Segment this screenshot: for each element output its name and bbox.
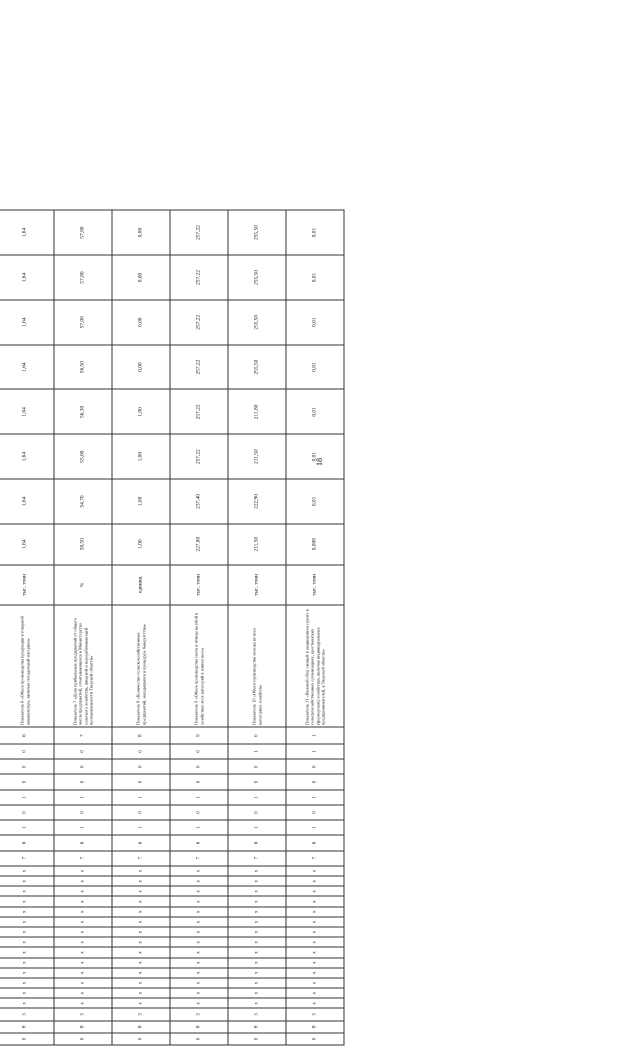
code-digit-cell: x	[286, 927, 344, 937]
fact-value-cell: 58,50	[54, 524, 112, 565]
code-digit-cell: 1	[54, 820, 112, 835]
code-digit-cell: 0	[286, 759, 344, 774]
code-digit-cell: x	[228, 886, 286, 896]
year-value-cell: 257,22	[170, 390, 228, 435]
year-value-cell: 257,22	[170, 434, 228, 479]
code-digit-cell: 6	[54, 835, 112, 850]
code-digit-cell: 1	[286, 727, 344, 743]
year-value-cell: 257,22	[170, 255, 228, 300]
code-digit-cell: x	[112, 978, 170, 988]
code-digit-cell: 7	[112, 851, 170, 866]
code-digit-cell: x	[170, 998, 228, 1008]
page-number: 18	[315, 458, 324, 466]
code-digit-cell: x	[54, 968, 112, 978]
code-digit-cell: 1	[54, 790, 112, 805]
target-value-cell: 1,64	[0, 210, 54, 255]
code-digit-cell: 8	[0, 1021, 54, 1033]
code-digit-cell: 1	[170, 820, 228, 835]
indicators-body	[0, 210, 344, 1045]
code-digit-cell: 0	[228, 727, 286, 743]
code-digit-cell: x	[170, 978, 228, 988]
table-row	[0, 210, 54, 1045]
code-digit-cell: x	[170, 876, 228, 886]
code-digit-cell: x	[0, 917, 54, 927]
year-value-cell: 211,50	[228, 434, 286, 479]
code-digit-cell: x	[112, 907, 170, 917]
code-digit-cell: 1	[228, 820, 286, 835]
code-digit-cell: 0	[286, 1033, 344, 1045]
code-digit-cell: x	[112, 968, 170, 978]
code-digit-cell: 1	[286, 790, 344, 805]
code-digit-cell: 1	[0, 790, 54, 805]
code-digit-cell: x	[286, 897, 344, 907]
code-digit-cell: x	[0, 876, 54, 886]
code-digit-cell: 3	[228, 1008, 286, 1020]
code-digit-cell: x	[286, 937, 344, 947]
code-digit-cell: x	[228, 998, 286, 1008]
code-digit-cell: 8	[286, 1021, 344, 1033]
code-digit-cell: x	[170, 917, 228, 927]
year-value-cell: 0,01	[286, 479, 344, 524]
code-digit-cell: 0	[54, 1033, 112, 1045]
code-digit-cell: x	[286, 876, 344, 886]
year-value-cell: 211,80	[228, 390, 286, 435]
target-value-cell: 255,50	[228, 210, 286, 255]
code-digit-cell: 0	[54, 805, 112, 820]
code-digit-cell: x	[112, 998, 170, 1008]
code-digit-cell: x	[112, 866, 170, 876]
fact-value-cell: 1,64	[0, 524, 54, 565]
code-digit-cell: 0	[0, 1033, 54, 1045]
table-row	[54, 210, 112, 1045]
indicator-name-cell: Показатель 7 «Доля прибыльных предприятий от общего числа предприятий, отчитывающихся в Министерство сельского хозяйства, пищевой и перерабатывающей промышленности Тверской области»	[54, 605, 112, 727]
code-digit-cell: x	[228, 958, 286, 968]
code-digit-cell: x	[228, 917, 286, 927]
code-digit-cell: 0	[170, 759, 228, 774]
code-digit-cell: x	[228, 866, 286, 876]
code-digit-cell: 1	[286, 820, 344, 835]
year-value-cell: 54,70	[54, 479, 112, 524]
indicator-name-cell: Показатель 8 «Количество сельскохозяйственных предприятий, находящихся в процедуре банкротства»	[112, 605, 170, 727]
code-digit-cell: x	[0, 897, 54, 907]
year-value-cell: 55,00	[54, 434, 112, 479]
code-digit-cell: 6	[286, 835, 344, 850]
unit-cell: тыс. тонн	[286, 565, 344, 606]
indicator-name-cell: Показатель 10 «Объем производства молока во всех категориях хозяйств»	[228, 605, 286, 727]
code-digit-cell: 3	[170, 1008, 228, 1020]
code-digit-cell: 8	[170, 1021, 228, 1033]
code-digit-cell: 0	[0, 759, 54, 774]
year-value-cell: 56,50	[54, 345, 112, 390]
code-digit-cell: 0	[0, 774, 54, 789]
year-value-cell: 0,01	[286, 255, 344, 300]
code-digit-cell: x	[0, 978, 54, 988]
code-digit-cell: 7	[170, 851, 228, 866]
code-digit-cell: x	[54, 917, 112, 927]
code-digit-cell: x	[0, 947, 54, 957]
year-value-cell: 0,00	[112, 255, 170, 300]
code-digit-cell: 0	[0, 805, 54, 820]
code-digit-cell: x	[0, 988, 54, 998]
code-digit-cell: x	[54, 927, 112, 937]
year-value-cell: 255,50	[228, 345, 286, 390]
code-digit-cell: 8	[112, 727, 170, 743]
code-digit-cell: x	[286, 907, 344, 917]
code-digit-cell: x	[286, 978, 344, 988]
code-digit-cell: 8	[54, 1021, 112, 1033]
code-digit-cell: x	[170, 927, 228, 937]
code-digit-cell: x	[54, 897, 112, 907]
unit-cell: тыс. тонн	[170, 565, 228, 606]
code-digit-cell: x	[170, 947, 228, 957]
code-digit-cell: x	[286, 866, 344, 876]
code-digit-cell: 0	[112, 774, 170, 789]
code-digit-cell: x	[112, 897, 170, 907]
year-value-cell: 57,80	[54, 255, 112, 300]
code-digit-cell: 7	[54, 851, 112, 866]
code-digit-cell: x	[112, 937, 170, 947]
code-digit-cell: x	[228, 988, 286, 998]
year-value-cell: 1,64	[0, 255, 54, 300]
year-value-cell: 57,00	[54, 300, 112, 345]
code-digit-cell: 1	[170, 790, 228, 805]
code-digit-cell: 0	[170, 774, 228, 789]
code-digit-cell: 1	[228, 744, 286, 759]
code-digit-cell: 0	[112, 1033, 170, 1045]
year-value-cell: 0,01	[286, 300, 344, 345]
code-digit-cell: x	[0, 927, 54, 937]
code-digit-cell: x	[228, 947, 286, 957]
year-value-cell: 255,50	[228, 255, 286, 300]
code-digit-cell: x	[286, 958, 344, 968]
code-digit-cell: x	[112, 947, 170, 957]
code-digit-cell: 1	[286, 744, 344, 759]
code-digit-cell: 0	[112, 744, 170, 759]
year-value-cell: 1,64	[0, 390, 54, 435]
year-value-cell: 222,90	[228, 479, 286, 524]
code-digit-cell: x	[0, 866, 54, 876]
code-digit-cell: x	[54, 907, 112, 917]
target-value-cell: 257,22	[170, 210, 228, 255]
code-digit-cell: x	[286, 886, 344, 896]
code-digit-cell: x	[54, 886, 112, 896]
year-value-cell: 255,50	[228, 300, 286, 345]
code-digit-cell: 3	[112, 1008, 170, 1020]
code-digit-cell: x	[0, 907, 54, 917]
indicator-name-cell: Показатель 6 «Объем производства продукции в товарной аквакультуре, включая посадочный материал»	[0, 605, 54, 727]
code-digit-cell: x	[54, 958, 112, 968]
code-digit-cell: x	[112, 958, 170, 968]
code-digit-cell: x	[0, 886, 54, 896]
code-digit-cell: 0	[112, 759, 170, 774]
code-digit-cell: x	[170, 988, 228, 998]
code-digit-cell: 0	[112, 805, 170, 820]
code-digit-cell: x	[112, 988, 170, 998]
fact-value-cell: 227,80	[170, 524, 228, 565]
year-value-cell: 257,22	[170, 300, 228, 345]
code-digit-cell: x	[170, 907, 228, 917]
code-digit-cell: 0	[228, 805, 286, 820]
code-digit-cell: x	[112, 927, 170, 937]
code-digit-cell: 7	[286, 851, 344, 866]
code-digit-cell: x	[170, 937, 228, 947]
code-digit-cell: x	[286, 917, 344, 927]
code-digit-cell: x	[228, 907, 286, 917]
code-digit-cell: x	[0, 937, 54, 947]
code-digit-cell: 9	[170, 727, 228, 743]
year-value-cell: 257,22	[170, 345, 228, 390]
year-value-cell: 237,40	[170, 479, 228, 524]
indicator-name-cell: Показатель 11 «Валовой сбор овощей в защищенном грунте в сельскохозяйственных организациях, крестьянских (фермерских) хозяйствах, включая индивидуальных предпринимателей, в Тверской области»	[286, 605, 344, 727]
code-digit-cell: 0	[170, 1033, 228, 1045]
code-digit-cell: x	[228, 978, 286, 988]
unit-cell: единиц	[112, 565, 170, 606]
unit-cell: тыс. тонн	[0, 565, 54, 606]
year-value-cell: 1,00	[112, 390, 170, 435]
code-digit-cell: x	[170, 958, 228, 968]
code-digit-cell: 0	[170, 805, 228, 820]
fact-value-cell: 0,008	[286, 524, 344, 565]
code-digit-cell: x	[228, 927, 286, 937]
table-row	[170, 210, 228, 1045]
code-digit-cell: 7	[54, 727, 112, 743]
table-row	[112, 210, 170, 1045]
code-digit-cell: x	[170, 886, 228, 896]
year-value-cell: 1,64	[0, 479, 54, 524]
year-value-cell: 1,64	[0, 345, 54, 390]
code-digit-cell: x	[170, 968, 228, 978]
code-digit-cell: 1	[0, 820, 54, 835]
year-value-cell: 0,00	[112, 345, 170, 390]
code-digit-cell: 1	[112, 790, 170, 805]
unit-cell: %	[54, 565, 112, 606]
year-value-cell: 0,00	[112, 300, 170, 345]
year-value-cell: 1,64	[0, 434, 54, 479]
code-digit-cell: 1	[228, 790, 286, 805]
code-digit-cell: x	[54, 866, 112, 876]
code-digit-cell: 3	[286, 1008, 344, 1020]
code-digit-cell: 0	[54, 744, 112, 759]
code-digit-cell: 6	[112, 835, 170, 850]
year-value-cell: 0,01	[286, 345, 344, 390]
code-digit-cell: 6	[0, 727, 54, 743]
code-digit-cell: x	[228, 876, 286, 886]
year-value-cell: 1,00	[112, 479, 170, 524]
code-digit-cell: 6	[170, 835, 228, 850]
code-digit-cell: x	[54, 876, 112, 886]
code-digit-cell: x	[286, 998, 344, 1008]
code-digit-cell: x	[0, 958, 54, 968]
code-digit-cell: 0	[54, 774, 112, 789]
code-digit-cell: 6	[228, 835, 286, 850]
code-digit-cell: 8	[112, 1021, 170, 1033]
code-digit-cell: 6	[0, 835, 54, 850]
indicator-name-cell: Показатель 9 «Объем производства скота и птицы на убой в хозяйствах всех категорий в живом весе»	[170, 605, 228, 727]
code-digit-cell: 0	[54, 759, 112, 774]
code-digit-cell: 3	[54, 1008, 112, 1020]
code-digit-cell: x	[54, 988, 112, 998]
code-digit-cell: x	[54, 947, 112, 957]
target-value-cell: 0,01	[286, 210, 344, 255]
unit-cell: тыс. тонн	[228, 565, 286, 606]
rotated-table-container	[0, 210, 345, 1046]
code-digit-cell: 0	[286, 774, 344, 789]
code-digit-cell: x	[228, 937, 286, 947]
code-digit-cell: x	[170, 866, 228, 876]
year-value-cell: 0,01	[286, 434, 344, 479]
code-digit-cell: x	[286, 947, 344, 957]
code-digit-cell: x	[228, 897, 286, 907]
code-digit-cell: x	[286, 968, 344, 978]
code-digit-cell: 1	[112, 820, 170, 835]
code-digit-cell: x	[54, 998, 112, 1008]
code-digit-cell: x	[112, 876, 170, 886]
code-digit-cell: x	[0, 998, 54, 1008]
indicators-table	[0, 210, 345, 1046]
code-digit-cell: x	[112, 917, 170, 927]
year-value-cell: 1,64	[0, 300, 54, 345]
year-value-cell: 1,00	[112, 434, 170, 479]
year-value-cell: 0,01	[286, 390, 344, 435]
code-digit-cell: 0	[228, 1033, 286, 1045]
target-value-cell: 0,00	[112, 210, 170, 255]
table-row	[286, 210, 344, 1045]
code-digit-cell: x	[54, 937, 112, 947]
fact-value-cell: 211,50	[228, 524, 286, 565]
code-digit-cell: x	[0, 968, 54, 978]
code-digit-cell: 0	[228, 774, 286, 789]
code-digit-cell: 7	[0, 851, 54, 866]
code-digit-cell: x	[228, 968, 286, 978]
code-digit-cell: 8	[228, 1021, 286, 1033]
code-digit-cell: x	[54, 978, 112, 988]
code-digit-cell: x	[112, 886, 170, 896]
code-digit-cell: 0	[286, 805, 344, 820]
code-digit-cell: 0	[170, 744, 228, 759]
target-value-cell: 57,80	[54, 210, 112, 255]
code-digit-cell: 0	[228, 759, 286, 774]
table-row	[228, 210, 286, 1045]
fact-value-cell: 1,00	[112, 524, 170, 565]
code-digit-cell: x	[286, 988, 344, 998]
year-value-cell: 56,30	[54, 390, 112, 435]
code-digit-cell: 7	[228, 851, 286, 866]
code-digit-cell: 0	[0, 744, 54, 759]
code-digit-cell: x	[170, 897, 228, 907]
code-digit-cell: 3	[0, 1008, 54, 1020]
